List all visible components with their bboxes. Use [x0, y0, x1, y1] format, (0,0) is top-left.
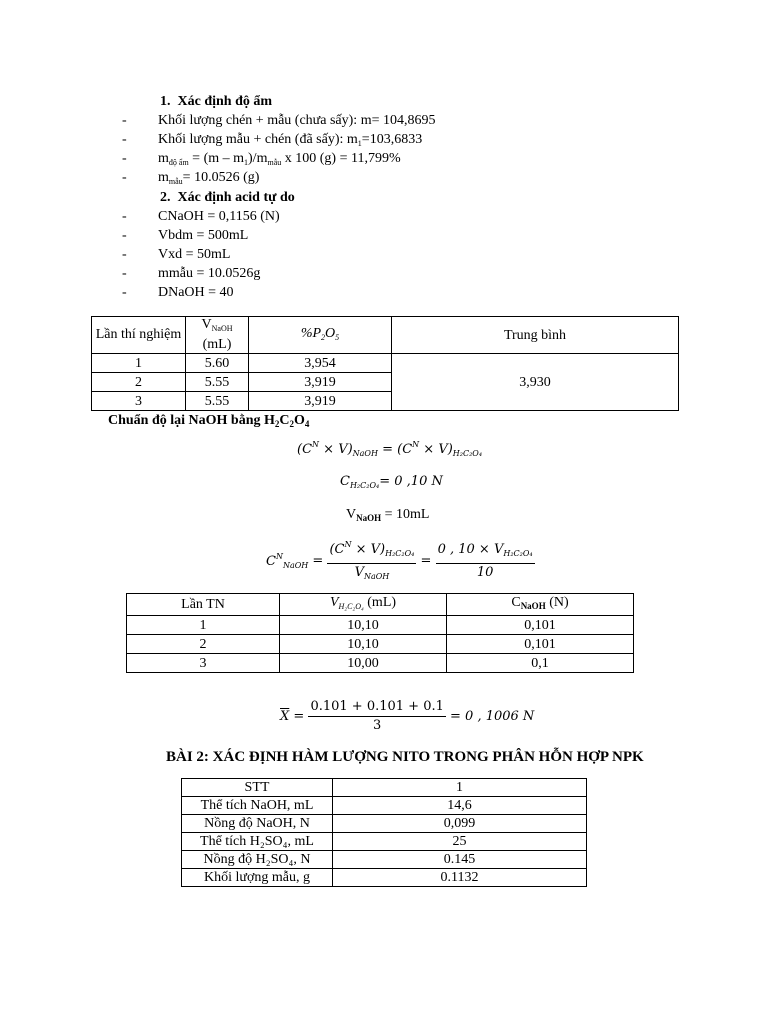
- standardize-table: [126, 593, 634, 673]
- section1-item-3: - $m_{độ ẩm} = (m - m_1)/m_{mẫu}$ x 100 (g) = 11,799%: [122, 151, 401, 167]
- std-col-normality: $C_{NaOH}$ (N): [447, 594, 634, 616]
- std-col-volume: $V_{H_2C_2O_4}$ (mL): [280, 594, 447, 616]
- acid-col-trial: Lần thí nghiệm: [92, 317, 186, 354]
- table-row: Thể tích H₂SO₄, mL 25: [182, 833, 587, 851]
- acid-col-volume: $V_{NaOH}$ (mL): [186, 317, 249, 354]
- fraction-1: $\frac{(C^N \times V)_{H_2C_2O_4}}{V_{NaOH}}$: [327, 536, 416, 586]
- acid-average-value: 3,930: [392, 354, 679, 411]
- std-col-trial: Lần TN: [127, 594, 280, 616]
- table-row: STT 1: [182, 779, 587, 797]
- table-row: 2 10,10 0,101: [127, 635, 634, 654]
- table-row: 1 10,10 0,101: [127, 616, 634, 635]
- npk-table: [181, 778, 587, 887]
- section2-item-2: - Vbdm = 500mL: [122, 228, 249, 243]
- table-row: 3 5.55 3,919: [92, 392, 679, 411]
- acid-col-average: Trung bình: [392, 317, 679, 354]
- acid-col-p2o5: $\%P_2O_5$: [249, 317, 392, 354]
- section2-item-3: - Vxd = 50mL: [122, 247, 231, 262]
- table-row: 3 10,00 0,1: [127, 654, 634, 673]
- fraction-2: $\frac{0 , 10 \times V_{H_2C_2O_4}}{10}$: [437, 541, 533, 580]
- section2-title: Xác định acid tự do: [177, 190, 295, 205]
- section1-heading: [160, 94, 272, 110]
- table-row: Nồng độ NaOH, N 0,099: [182, 815, 587, 833]
- equation-naoh-normality: $C^N_{NaOH}$ = $\frac{(C^N \times V)_{H_2C_2O_4}}{V_{NaOH}}$ = $\frac{0 , 10 \times V_{H_2C_2O_4}}{10}$: [266, 536, 535, 586]
- acid-table-header: [92, 317, 679, 354]
- section1-item-1: - Khối lượng chén + mẫu (chưa sấy): m= 104,8695: [122, 113, 436, 128]
- table-row: Nồng độ H₂SO₄, N 0.145: [182, 851, 587, 869]
- equation-equivalence: $(C^N \times V)_{NaOH} = (C^N \times V)_{H_2C_2O_4}$: [297, 440, 483, 458]
- table-row: 1 5.60 3,954 3,930: [92, 354, 679, 373]
- section1-item-4: - $m_{mẫu}= 10.0526$ (g): [122, 170, 260, 186]
- standardize-table-header: [127, 594, 634, 616]
- equation-naoh-volume: $V_{NaOH} = 10mL$: [346, 507, 430, 523]
- section1-title: Xác định độ ẩm: [177, 94, 273, 109]
- mean-fraction: $\frac{0.101 + 0.101 + 0.1}{3}$: [310, 699, 444, 733]
- section2-number: 2.: [160, 190, 171, 205]
- table-row: Khối lượng mẫu, g 0.1132: [182, 869, 587, 887]
- section2-item-5: - DNaOH = 40: [122, 285, 234, 300]
- section2-item-4: - mmẫu = 10.0526g: [122, 266, 261, 281]
- table-row: Thể tích NaOH, mL 14,6: [182, 797, 587, 815]
- section2-item-1: - CNaOH = 0,1156 (N): [122, 209, 280, 224]
- section1-number: 1.: [160, 94, 171, 109]
- bai2-title: BÀI 2: XÁC ĐỊNH HÀM LƯỢNG NITO TRONG PHÂN HỖN HỢP NPK: [166, 749, 644, 765]
- standardize-title: Chuẩn độ lại NaOH bằng $H_2C_2O_4$: [108, 413, 310, 429]
- equation-oxalic-concentration: $C_{H_2C_2O_4}= 0$ ,10 N: [340, 474, 443, 490]
- acid-table: [91, 316, 679, 411]
- section2-heading: [160, 190, 295, 206]
- section1-item-2: - Khối lượng mẫu + chén (đã sấy): $m_1=103,6833$: [122, 132, 423, 148]
- equation-mean-normality: $\overline{X}$ = $\frac{0.101 + 0.101 + 0.1}{3}$ = 0 , 1006 N: [280, 699, 535, 733]
- table-row: 2 5.55 3,919: [92, 373, 679, 392]
